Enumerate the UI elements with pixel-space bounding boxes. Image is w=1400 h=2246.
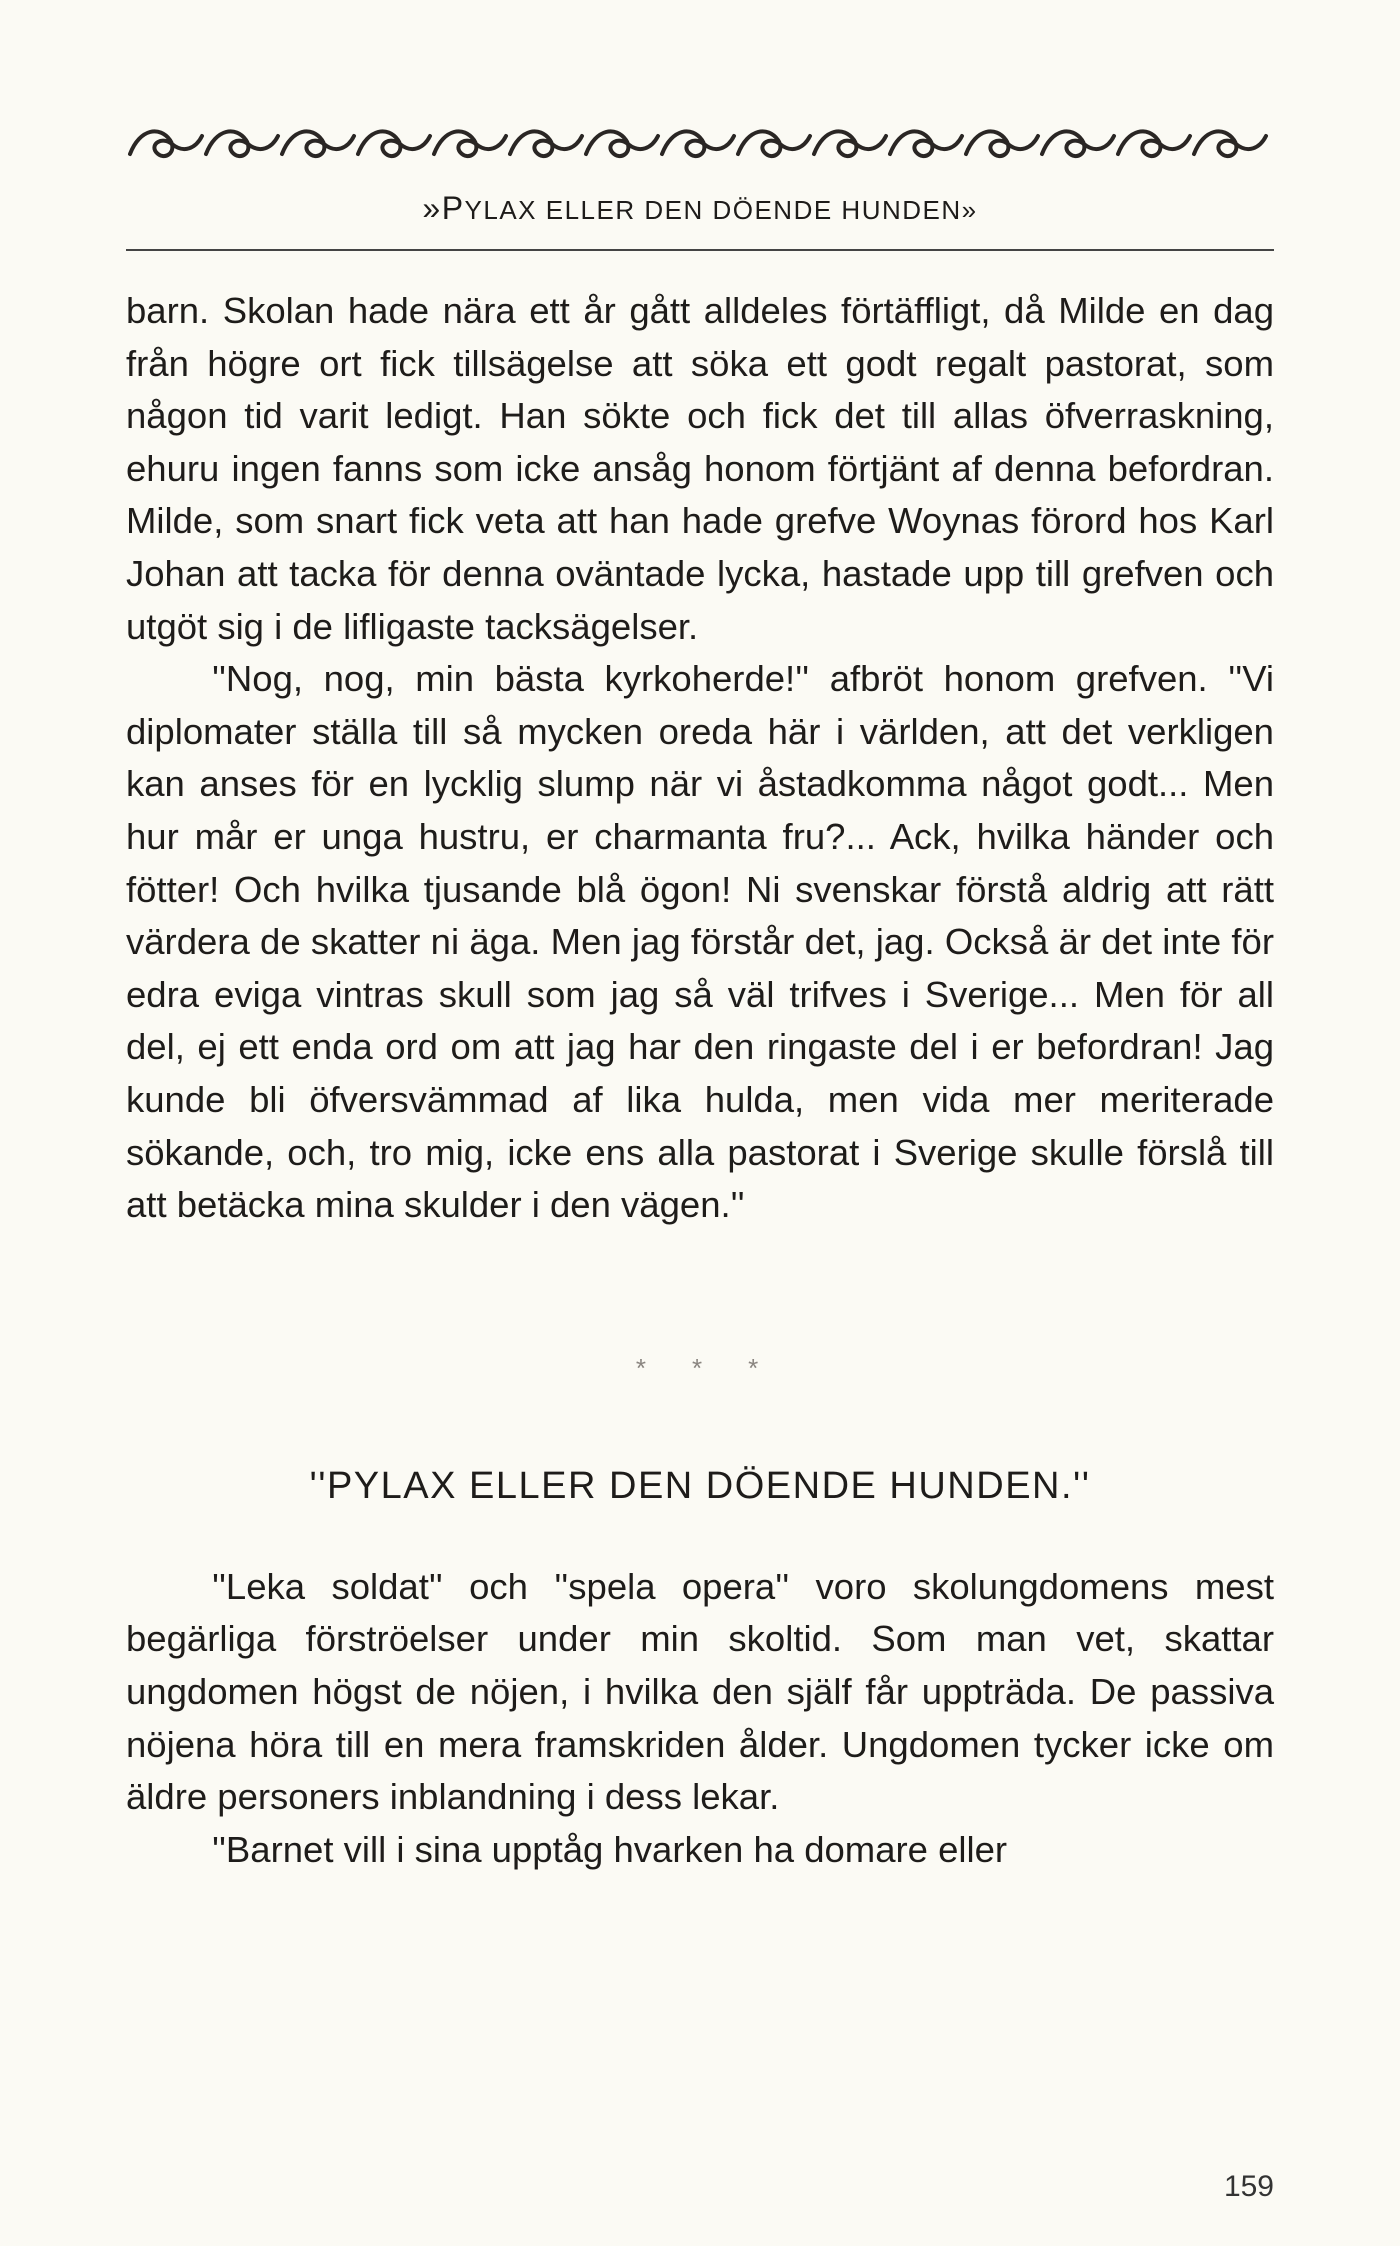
star-glyph: *	[748, 1352, 765, 1383]
section-break	[126, 1342, 1274, 1395]
main-text	[126, 285, 1274, 1876]
star-glyph: *	[635, 1352, 652, 1383]
book-page	[126, 118, 1274, 1876]
ornament-border	[126, 118, 1274, 170]
paragraph: barn. Skolan hade nära ett år gått alldeles förtäffligt, då Milde en dag från högre ort fick tillsägelse att söka ett godt regalt pastorat, som någon tid varit ledigt. Han sökte och fick det till allas öfverraskning, ehuru ingen fanns som icke ansåg honom förtjänt af denna befordran. Milde, som snart fick veta att han hade grefve Woynas förord hos Karl Johan att tacka för denna oväntade lycka, hastade upp till grefven och utgöt sig i de lifligaste tacksägelser.	[126, 290, 1274, 647]
paragraph: ''Barnet vill i sina upptåg hvarken ha domare eller	[212, 1828, 1008, 1870]
chapter-text	[126, 1561, 1274, 1877]
paragraph: ''Leka soldat'' och ''spela opera'' voro skolungdomens mest begärliga förströelser under min skoltid. Som man vet, skattar ungdomen högst de nöjen, i hvilka den själf får uppträda. De passiva nöjena höra till en mera framskriden ålder. Ungdomen tycker icke om äldre personers inblandning i dess lekar.	[126, 1565, 1274, 1818]
page-number: 159	[1223, 2170, 1274, 2203]
running-head: »PYLAX ELLER DEN DÖENDE HUNDEN»	[422, 190, 978, 226]
chapter-title: ''PYLAX ELLER DEN DÖENDE HUNDEN.''	[309, 1465, 1091, 1508]
header-rule	[126, 249, 1274, 251]
paragraph: ''Nog, nog, min bästa kyrkoherde!'' afbröt honom grefven. ''Vi diplomater ställa till så mycken oreda här i världen, att det verkligen kan anses för en lycklig slump när vi åstadkomma något godt... Men hur mår er unga hustru, er charmanta fru?... Ack, hvilka händer och fötter! Och hvilka tjusande blå ögon! Ni svenskar förstå aldrig att rätt värdera de skatter ni äga. Men jag förstår det, jag. Också är det inte för edra eviga vintras skull som jag så väl trifves i Sverige... Men för all del, ej ett enda ord om att jag har den ringaste del i er befordran! Jag kunde bli öfversvämmad af lika hulda, men vida mer meriterade sökande, och, tro mig, icke ens alla pastorat i Sverige skulle förslå till att betäcka mina skulder i den vägen.''	[126, 658, 1274, 1226]
star-glyph: *	[691, 1352, 709, 1383]
